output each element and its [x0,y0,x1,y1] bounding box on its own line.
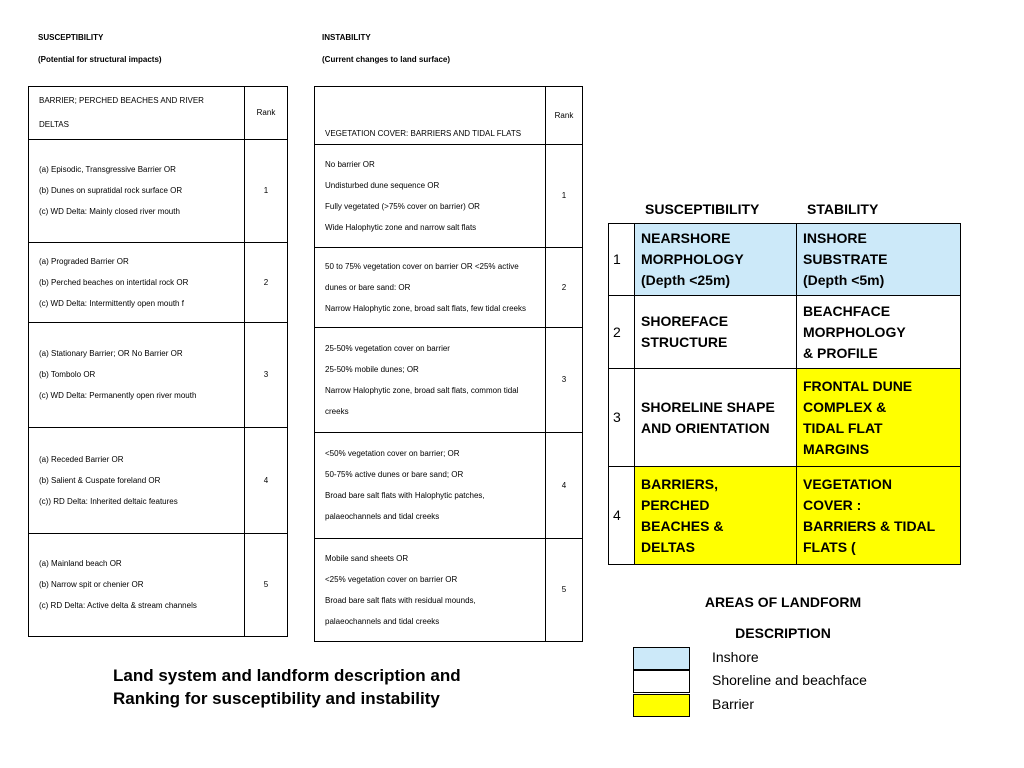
criteria-line: (c) WD Delta: Permanently open river mouth [39,391,197,400]
rank-value: 2 [546,248,583,328]
summary-line: COMPLEX & [803,398,887,415]
criteria-line: <50% vegetation cover on barrier; OR [325,449,460,458]
criteria-line: 25-50% mobile dunes; OR [325,364,419,374]
figure-caption [113,664,461,710]
legend-label: Shoreline and beachface [712,672,867,688]
legend-swatch [633,694,690,717]
criteria-line: Undisturbed dune sequence OR [325,180,440,190]
criteria-line: Fully vegetated (>75% cover on barrier) OR [325,201,480,211]
table-row [315,328,583,433]
summary-susceptibility-cell [635,296,797,369]
table-row [29,243,288,323]
criteria-line: Broad bare salt flats with Halophytic patches, [325,491,485,500]
criteria-cell [315,328,546,433]
criteria-line: (a) Prograded Barrier OR [39,256,129,266]
criteria-line: Wide Halophytic zone and narrow salt flats [325,222,477,232]
rank-value: 3 [546,328,583,433]
summary-line: MORPHOLOGY [803,323,906,340]
criteria-line: Narrow Halophytic zone, broad salt flats, few tidal creeks [325,303,526,313]
table-row [315,433,583,539]
criteria-cell [29,534,245,637]
summary-row [609,296,961,369]
summary-line: (Depth <25m) [641,272,731,288]
table-row [29,428,288,534]
legend-title: AREAS OF LANDFORM [704,594,862,610]
table-header-row [315,87,583,145]
criteria-cell [29,428,245,534]
table-row [29,534,288,637]
rank-heading: Rank [546,87,583,145]
criteria-cell [29,140,245,243]
criteria-line: (b) Dunes on supratidal rock surface OR [39,186,183,195]
criteria-line: (a) Episodic, Transgressive Barrier OR [39,165,176,174]
criteria-line: (c)) RD Delta: Inherited deltaic features [39,496,178,506]
susceptibility-header [38,33,162,65]
criteria-line: (b) Perched beaches on intertidal rock OR [39,277,189,287]
criteria-cell [315,433,546,539]
summary-line: DELTAS [641,538,695,555]
summary-rank: 2 [609,296,635,369]
criteria-line: (c) WD Delta: Intermittently open mouth f [39,298,184,308]
summary-line: TIDAL FLAT [803,419,883,436]
rank-value: 1 [546,145,583,248]
legend-swatch [633,647,690,670]
summary-line: FLATS ( [803,538,856,555]
summary-line: SHOREFACE [641,313,729,329]
summary-line: MARGINS [803,440,870,457]
summary-col-stability: STABILITY [807,201,879,217]
summary-col-susceptibility: SUSCEPTIBILITY [645,201,760,217]
legend-swatch [633,670,690,693]
summary-line: AND ORIENTATION [641,419,770,436]
summary-line: NEARSHORE [641,230,731,246]
criteria-line: (c) WD Delta: Mainly closed river mouth [39,207,180,216]
summary-rank: 1 [609,224,635,296]
criteria-line: Mobile sand sheets OR [325,553,409,563]
summary-susceptibility-cell [635,369,797,467]
summary-row [609,224,961,296]
summary-line: VEGETATION [803,475,892,492]
summary-table [608,223,961,565]
summary-line: SHORELINE SHAPE [641,398,775,415]
table-heading [29,87,245,140]
barrier-ranking-table [28,86,288,637]
legend-title: DESCRIPTION [735,625,831,641]
criteria-line: dunes or bare sand: OR [325,282,411,292]
criteria-line: (c) RD Delta: Active delta & stream channels [39,601,197,610]
instability-header [322,33,450,65]
table-row [315,145,583,248]
summary-line: STRUCTURE [641,334,728,350]
summary-line: (Depth <5m) [803,272,885,288]
criteria-line: No barrier OR [325,159,375,169]
table-row [29,140,288,243]
rank-value: 5 [245,534,288,637]
summary-line: COVER : [803,496,862,513]
heading-line: DELTAS [39,120,69,129]
criteria-line: palaeochannels and tidal creeks [325,616,440,626]
rank-value: 4 [546,433,583,539]
criteria-line: Narrow Halophytic zone, broad salt flats, common tidal [325,385,519,395]
summary-line: PERCHED [641,496,710,513]
summary-row [609,467,961,565]
instability-title: INSTABILITY [322,33,371,42]
summary-stability-cell [797,467,961,565]
summary-row [609,369,961,467]
rank-value: 3 [245,323,288,428]
susceptibility-subtitle: (Potential for structural impacts) [38,55,162,64]
criteria-line: Broad bare salt flats with residual mounds, [325,595,476,605]
table-header-row [29,87,288,140]
criteria-line: (b) Narrow spit or chenier OR [39,580,144,589]
caption-line: Ranking for susceptibility and instability [113,689,440,708]
criteria-line: (a) Mainland beach OR [39,559,122,568]
summary-line: SUBSTRATE [803,251,888,267]
summary-susceptibility-cell [635,224,797,296]
criteria-cell [29,243,245,323]
legend-label: Barrier [712,696,755,712]
rank-value: 1 [245,140,288,243]
rank-heading: Rank [245,87,288,140]
summary-susceptibility-cell [635,467,797,565]
summary-stability-cell [797,296,961,369]
summary-rank: 4 [609,467,635,565]
criteria-line: 25-50% vegetation cover on barrier [325,343,450,353]
rank-value: 2 [245,243,288,323]
vegetation-ranking-table [314,86,583,642]
table-heading: VEGETATION COVER: BARRIERS AND TIDAL FLATS [315,87,546,145]
summary-stability-cell [797,224,961,296]
summary-rank: 3 [609,369,635,467]
criteria-line: (b) Salient & Cuspate foreland OR [39,475,161,485]
criteria-line: palaeochannels and tidal creeks [325,512,440,521]
legend-label: Inshore [712,649,759,665]
criteria-line: 50-75% active dunes or bare sand; OR [325,470,464,479]
summary-line: BEACHFACE [803,302,891,319]
criteria-cell [315,145,546,248]
criteria-line: (b) Tombolo OR [39,370,96,379]
summary-line: BARRIERS, [641,475,719,492]
summary-line: INSHORE [803,230,867,246]
criteria-line: 50 to 75% vegetation cover on barrier OR <25% active [325,261,519,271]
criteria-line: (a) Stationary Barrier; OR No Barrier OR [39,349,183,358]
criteria-cell [29,323,245,428]
table-row [315,248,583,328]
table-row [315,539,583,642]
susceptibility-title: SUSCEPTIBILITY [38,33,104,42]
table-row [29,323,288,428]
summary-line: BEACHES & [641,517,724,534]
heading-line: BARRIER; PERCHED BEACHES AND RIVER [39,96,204,105]
summary-line: MORPHOLOGY [641,251,744,267]
rank-value: 4 [245,428,288,534]
criteria-cell [315,248,546,328]
summary-line: BARRIERS & TIDAL [803,517,936,534]
summary-line: & PROFILE [803,344,878,361]
caption-line: Land system and landform description and [113,666,461,685]
instability-subtitle: (Current changes to land surface) [322,55,451,64]
criteria-cell [315,539,546,642]
summary-stability-cell [797,369,961,467]
criteria-line: <25% vegetation cover on barrier OR [325,574,458,584]
criteria-line: (a) Receded Barrier OR [39,454,124,464]
rank-value: 5 [546,539,583,642]
summary-line: FRONTAL DUNE [803,377,913,394]
criteria-line: creeks [325,406,349,416]
